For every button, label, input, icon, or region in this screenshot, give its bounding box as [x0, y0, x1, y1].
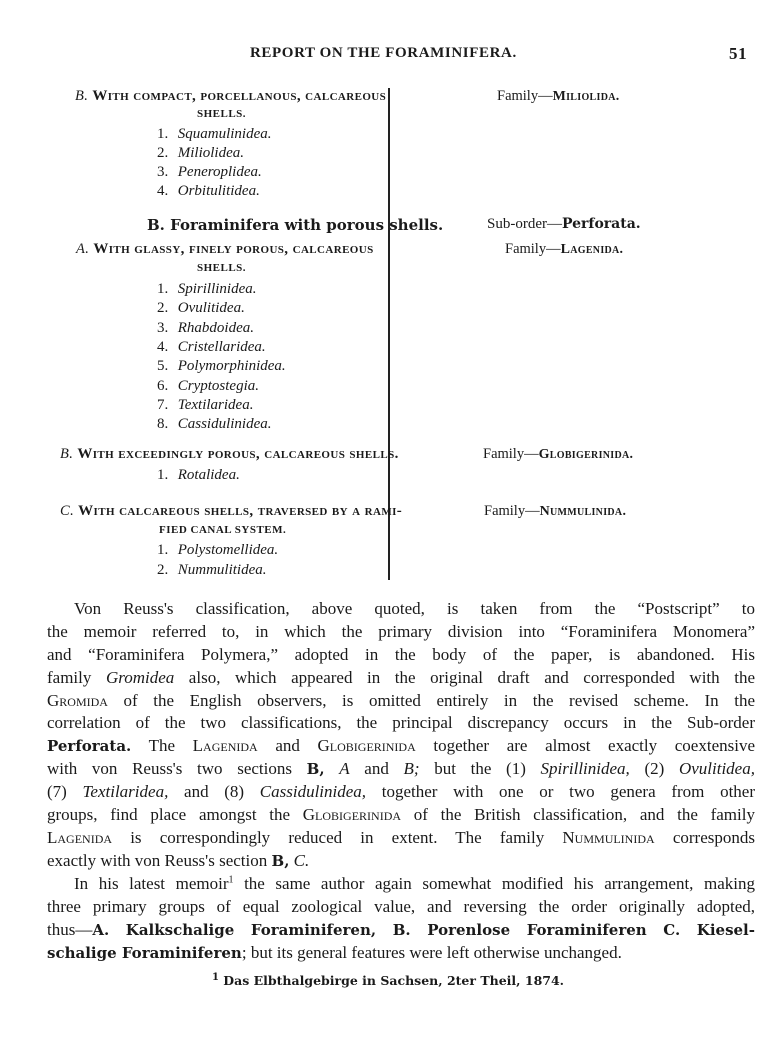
- family-prefix: Family—: [505, 241, 561, 257]
- family-name: Miliolida.: [552, 89, 620, 104]
- text-segment: of the British classification, and the family: [401, 805, 755, 825]
- text-segment: Nummulinida: [562, 827, 655, 847]
- text-segment: the memoir referred to, in which the primary division into “Foraminifera Monomera”: [47, 621, 755, 641]
- section-heading-cont: SHELLS.: [197, 108, 247, 120]
- text-line: [47, 598, 755, 621]
- list-number: 7.: [157, 396, 169, 413]
- text-line: [47, 621, 755, 644]
- text-segment: exactly with von Reuss's section: [47, 850, 272, 870]
- body-paragraph-2: [47, 873, 755, 965]
- section-heading-text: With exceedingly porous, calcareous shells.: [77, 446, 399, 462]
- text-segment: together are almost exactly coextensive: [415, 736, 755, 756]
- text-segment: Perforata.: [47, 737, 132, 756]
- list-item: [157, 320, 254, 337]
- list-number: 3.: [157, 164, 169, 180]
- family-prefix: Family—: [497, 88, 553, 104]
- text-segment: the same author again somewhat modified his arrangement, making: [233, 874, 755, 893]
- group-b-heading: B. Foraminifera with porous shells.: [147, 216, 444, 234]
- text-segment: Globigerinida: [317, 736, 416, 756]
- family-nummulinida: [484, 503, 626, 520]
- text-segment: Lagenida: [47, 827, 113, 847]
- text-segment: three primary groups of equal zoological value, and reversing the order originally adopted,: [47, 896, 755, 916]
- suborder-prefix: Sub-order—: [487, 216, 562, 232]
- list-item: [157, 281, 257, 298]
- family-prefix: Family—: [483, 446, 539, 462]
- family-name: Globigerinida.: [538, 447, 634, 462]
- taxon-name: Textilaridea.: [177, 396, 254, 413]
- page-number: 51: [729, 44, 748, 63]
- text-segment: corresponds: [654, 827, 755, 847]
- text-line: [47, 712, 755, 735]
- text-segment: and: [349, 759, 404, 779]
- text-segment: The: [131, 736, 193, 756]
- suborder-perforata: [487, 216, 641, 233]
- text-line: [47, 667, 755, 690]
- list-number: 2.: [157, 145, 169, 161]
- text-segment: with von Reuss's two sections: [47, 759, 307, 779]
- section-heading-cont: SHELLS.: [197, 262, 247, 274]
- text-segment: and: [257, 736, 318, 756]
- text-segment: thus—: [47, 919, 93, 939]
- text-segment: Ovulitidea,: [678, 759, 755, 779]
- list-item: [157, 467, 240, 484]
- text-segment: but the (1): [419, 759, 541, 779]
- running-header-title: REPORT ON THE FORAMINIFERA.: [250, 45, 517, 61]
- taxon-name: Ovulitidea.: [177, 300, 245, 317]
- text-segment: (2): [629, 759, 679, 779]
- list-item: [157, 339, 266, 356]
- list-item: [157, 300, 245, 317]
- text-segment: and “Foraminifera Polymera,” adopted in the body of the paper, is abandoned. His: [47, 644, 755, 664]
- text-line: [47, 735, 755, 758]
- list-item: [157, 126, 272, 143]
- text-segment: family: [47, 667, 106, 687]
- text-segment: groups, find place amongst the: [47, 805, 303, 825]
- family-globigerinida: [483, 446, 633, 463]
- text-line: [47, 873, 755, 896]
- text-segment: In his latest memoir: [74, 874, 229, 893]
- taxon-name: Rotalidea.: [177, 467, 240, 483]
- section-heading-cont: FIED CANAL SYSTEM.: [159, 524, 287, 536]
- text-segment: Gromidea: [105, 667, 175, 687]
- text-segment: B,: [271, 851, 290, 870]
- section-heading-text: With compact, porcellanous, calcareous: [92, 88, 387, 104]
- text-segment: and (8): [168, 782, 260, 802]
- text-line: [47, 896, 755, 919]
- taxon-name: Spirillinidea.: [177, 281, 257, 297]
- list-item: [157, 358, 286, 375]
- list-number: 4.: [157, 338, 169, 355]
- taxon-name: Polymorphinidea.: [177, 358, 286, 375]
- text-segment: B;: [403, 759, 420, 779]
- list-item: [157, 378, 259, 395]
- section-letter: B.: [75, 88, 89, 104]
- text-segment: Lagenida: [192, 736, 258, 756]
- list-item: [157, 397, 253, 414]
- footnote-reference: 1: [228, 874, 234, 886]
- taxon-name: Nummulitidea.: [177, 561, 267, 578]
- family-lagenida: [505, 241, 623, 258]
- list-number: 1.: [157, 467, 169, 483]
- text-line: [47, 827, 755, 850]
- text-segment: Gromida: [47, 690, 108, 710]
- family-miliolida: [497, 88, 620, 105]
- text-segment: Globigerinida: [302, 805, 402, 825]
- text-line: [47, 850, 755, 873]
- text-line: [47, 942, 755, 965]
- list-item: [157, 416, 272, 433]
- section-a-glassy-heading: [76, 241, 374, 258]
- list-item: [157, 145, 244, 162]
- text-segment: together with one or two genera from other: [366, 782, 755, 802]
- taxon-name: Cristellaridea.: [177, 338, 266, 355]
- family-name: Nummulinida.: [539, 504, 627, 519]
- section-letter: A.: [76, 241, 90, 257]
- text-segment: is correspondingly reduced in extent. The family: [112, 827, 563, 847]
- text-line: [47, 919, 755, 942]
- text-segment: also, which appeared in the original draft and corresponded with the: [174, 667, 755, 687]
- section-heading-text: With glassy, finely porous, calcareous: [93, 241, 374, 257]
- text-segment: [325, 759, 340, 778]
- section-b-compact-heading: [75, 88, 386, 105]
- text-segment: B,: [306, 760, 325, 779]
- text-line: [47, 781, 755, 804]
- text-line: [47, 644, 755, 667]
- list-item: [157, 183, 260, 200]
- footnote: [0, 973, 776, 988]
- text-segment: Von Reuss's classification, above quoted, is taken from the “Postscript” to: [74, 599, 755, 618]
- text-segment: C.: [293, 850, 310, 870]
- text-segment: A: [339, 759, 350, 779]
- taxon-name: Orbitulitidea.: [177, 183, 260, 199]
- section-letter: C.: [60, 503, 75, 519]
- footnote-marker: 1: [211, 971, 219, 983]
- taxon-name: Rhabdoidea.: [177, 319, 254, 336]
- taxon-name: Squamulinidea.: [177, 126, 272, 142]
- list-item: [157, 164, 262, 181]
- text-segment: ; but its general features were left otherwise unchanged.: [241, 942, 622, 962]
- text-segment: A. Kalkschalige Foraminiferen, B. Porenlose Foraminiferen C. Kiesel-: [92, 920, 755, 939]
- text-line: [47, 758, 755, 781]
- text-segment: Textilaridea,: [82, 782, 169, 802]
- list-number: 2.: [157, 300, 169, 317]
- taxon-name: Cassidulinidea.: [177, 416, 272, 433]
- section-letter: B.: [60, 446, 74, 462]
- list-item: [157, 542, 278, 559]
- text-segment: Cassidulinidea,: [259, 782, 367, 802]
- list-number: 4.: [157, 183, 169, 199]
- list-number: 1.: [157, 542, 169, 558]
- body-paragraph-1: [47, 598, 755, 873]
- taxon-name: Cryptostegia.: [177, 377, 259, 394]
- text-segment: (7): [47, 782, 83, 802]
- text-segment: Spirillinidea,: [540, 759, 630, 779]
- footnote-text: Das Elbthalgebirge in Sachsen, 2ter Theil, 1874.: [223, 973, 565, 988]
- text-segment: correlation of the two classifications, the principal discrepancy occurs in the Sub-order: [47, 713, 755, 733]
- suborder-name: Perforata.: [562, 216, 641, 232]
- taxon-name: Miliolidea.: [177, 145, 244, 161]
- list-number: 5.: [157, 358, 169, 375]
- list-number: 2.: [157, 561, 169, 578]
- list-number: 8.: [157, 416, 169, 433]
- list-number: 3.: [157, 319, 169, 336]
- taxon-name: Peneroplidea.: [177, 164, 262, 180]
- list-number: 1.: [157, 281, 169, 297]
- text-segment: of the English observers, is omitted entirely in the revised scheme. In the: [107, 690, 755, 710]
- taxon-name: Polystomellidea.: [177, 542, 279, 558]
- text-line: [47, 690, 755, 713]
- section-heading-text: With calcareous shells, traversed by a rami-: [78, 503, 403, 519]
- section-c-canal-heading: [60, 503, 402, 520]
- family-name: Lagenida.: [560, 242, 624, 257]
- text-line: [47, 804, 755, 827]
- list-number: 6.: [157, 377, 169, 394]
- list-item: [157, 562, 267, 579]
- family-prefix: Family—: [484, 503, 540, 519]
- text-segment: schalige Foraminiferen: [47, 943, 242, 962]
- list-number: 1.: [157, 126, 169, 142]
- section-b-exceedingly-heading: [60, 446, 399, 463]
